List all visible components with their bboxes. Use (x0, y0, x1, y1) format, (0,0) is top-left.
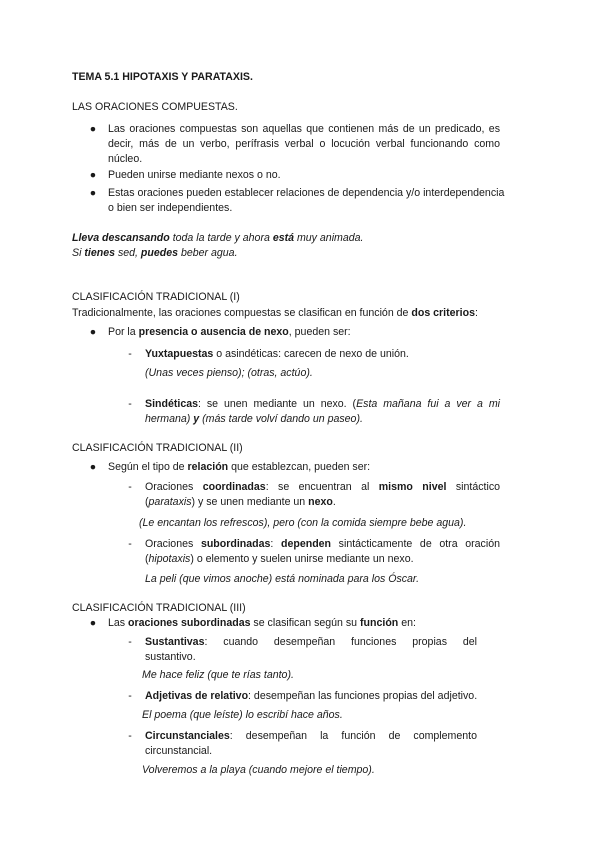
example-sentence: Volveremos a la playa (cuando mejore el tiempo). (142, 764, 375, 776)
list-item: sustantivo. (145, 651, 196, 663)
example-sentence: (Unas veces pienso); (otras, actúo). (145, 367, 313, 379)
example-sentence: El poema (que leíste) lo escribí hace años. (142, 709, 343, 721)
paragraph-line: Estas oraciones pueden establecer relaciones de dependencia y/o interdependencia (108, 187, 505, 199)
page-title: TEMA 5.1 HIPOTAXIS Y PARATAXIS. (72, 71, 253, 83)
paragraph-line: decir, más de un verbo, perífrasis verbal o locución verbal funcionando como (108, 138, 500, 150)
list-item: circunstancial. (145, 745, 213, 757)
paragraph-line: Las oraciones subordinadas se clasifican según su función en: (108, 617, 416, 629)
list-item: Oraciones coordinadas: se encuentran al mismo nivel sintáctico (145, 481, 501, 493)
list-item: (parataxis) y se unen mediante un nexo. (145, 496, 336, 508)
dash-icon: - (128, 348, 132, 360)
paragraph-line: o bien ser independientes. (108, 202, 233, 214)
bullet-icon: ● (89, 617, 97, 629)
dash-icon: - (128, 690, 132, 702)
paragraph-line: Tradicionalmente, las oraciones compuestas se clasifican en función de dos criterios: (72, 307, 478, 319)
bullet-icon: ● (89, 187, 97, 199)
section-heading-classification-1: CLASIFICACIÓN TRADICIONAL (I) (72, 291, 240, 303)
section-heading-compound: LAS ORACIONES COMPUESTAS. (72, 101, 238, 113)
list-item: Oraciones subordinadas: dependen sintácticamente de otra oración (145, 538, 500, 550)
bullet-icon: ● (89, 169, 97, 181)
dash-icon: - (128, 481, 132, 493)
paragraph-line: Por la presencia o ausencia de nexo, pueden ser: (108, 326, 351, 338)
bullet-icon: ● (89, 123, 97, 135)
section-heading-classification-2: CLASIFICACIÓN TRADICIONAL (II) (72, 442, 243, 454)
dash-icon: - (128, 636, 132, 648)
bullet-icon: ● (89, 461, 97, 473)
list-item: (hipotaxis) o elemento y suelen unirse mediante un nexo. (145, 553, 414, 565)
dash-icon: - (128, 730, 132, 742)
list-item: hermana) y (más tarde volví dando un paseo). (145, 413, 363, 425)
example-sentence: Si tienes sed, puedes beber agua. (72, 247, 238, 259)
list-item: Adjetivas de relativo: desempeñan las funciones propias del adjetivo. (145, 690, 478, 702)
example-sentence: La peli (que vimos anoche) está nominada para los Óscar. (145, 573, 420, 585)
example-sentence: (Le encantan los refrescos), pero (con la comida siempre bebe agua). (139, 517, 467, 529)
list-item: Sindéticas: se unen mediante un nexo. (Esta mañana fui a ver a mi (145, 398, 500, 410)
example-sentence: Lleva descansando toda la tarde y ahora está muy animada. (72, 232, 364, 244)
list-item: Sustantivas: cuando desempeñan funciones propias del (145, 636, 477, 648)
list-item: Yuxtapuestas o asindéticas: carecen de nexo de unión. (145, 348, 409, 360)
dash-icon: - (128, 538, 132, 550)
paragraph-line: núcleo. (108, 153, 143, 165)
example-sentence: Me hace feliz (que te rías tanto). (142, 669, 294, 681)
dash-icon: - (128, 398, 132, 410)
bullet-icon: ● (89, 326, 97, 338)
paragraph-line: Las oraciones compuestas son aquellas que contienen más de un predicado, es (108, 123, 500, 135)
section-heading-classification-3: CLASIFICACIÓN TRADICIONAL (III) (72, 602, 246, 614)
paragraph-line: Pueden unirse mediante nexos o no. (108, 169, 281, 181)
paragraph-line: Según el tipo de relación que establezcan, pueden ser: (108, 461, 371, 473)
list-item: Circunstanciales: desempeñan la función de complemento (145, 730, 477, 742)
